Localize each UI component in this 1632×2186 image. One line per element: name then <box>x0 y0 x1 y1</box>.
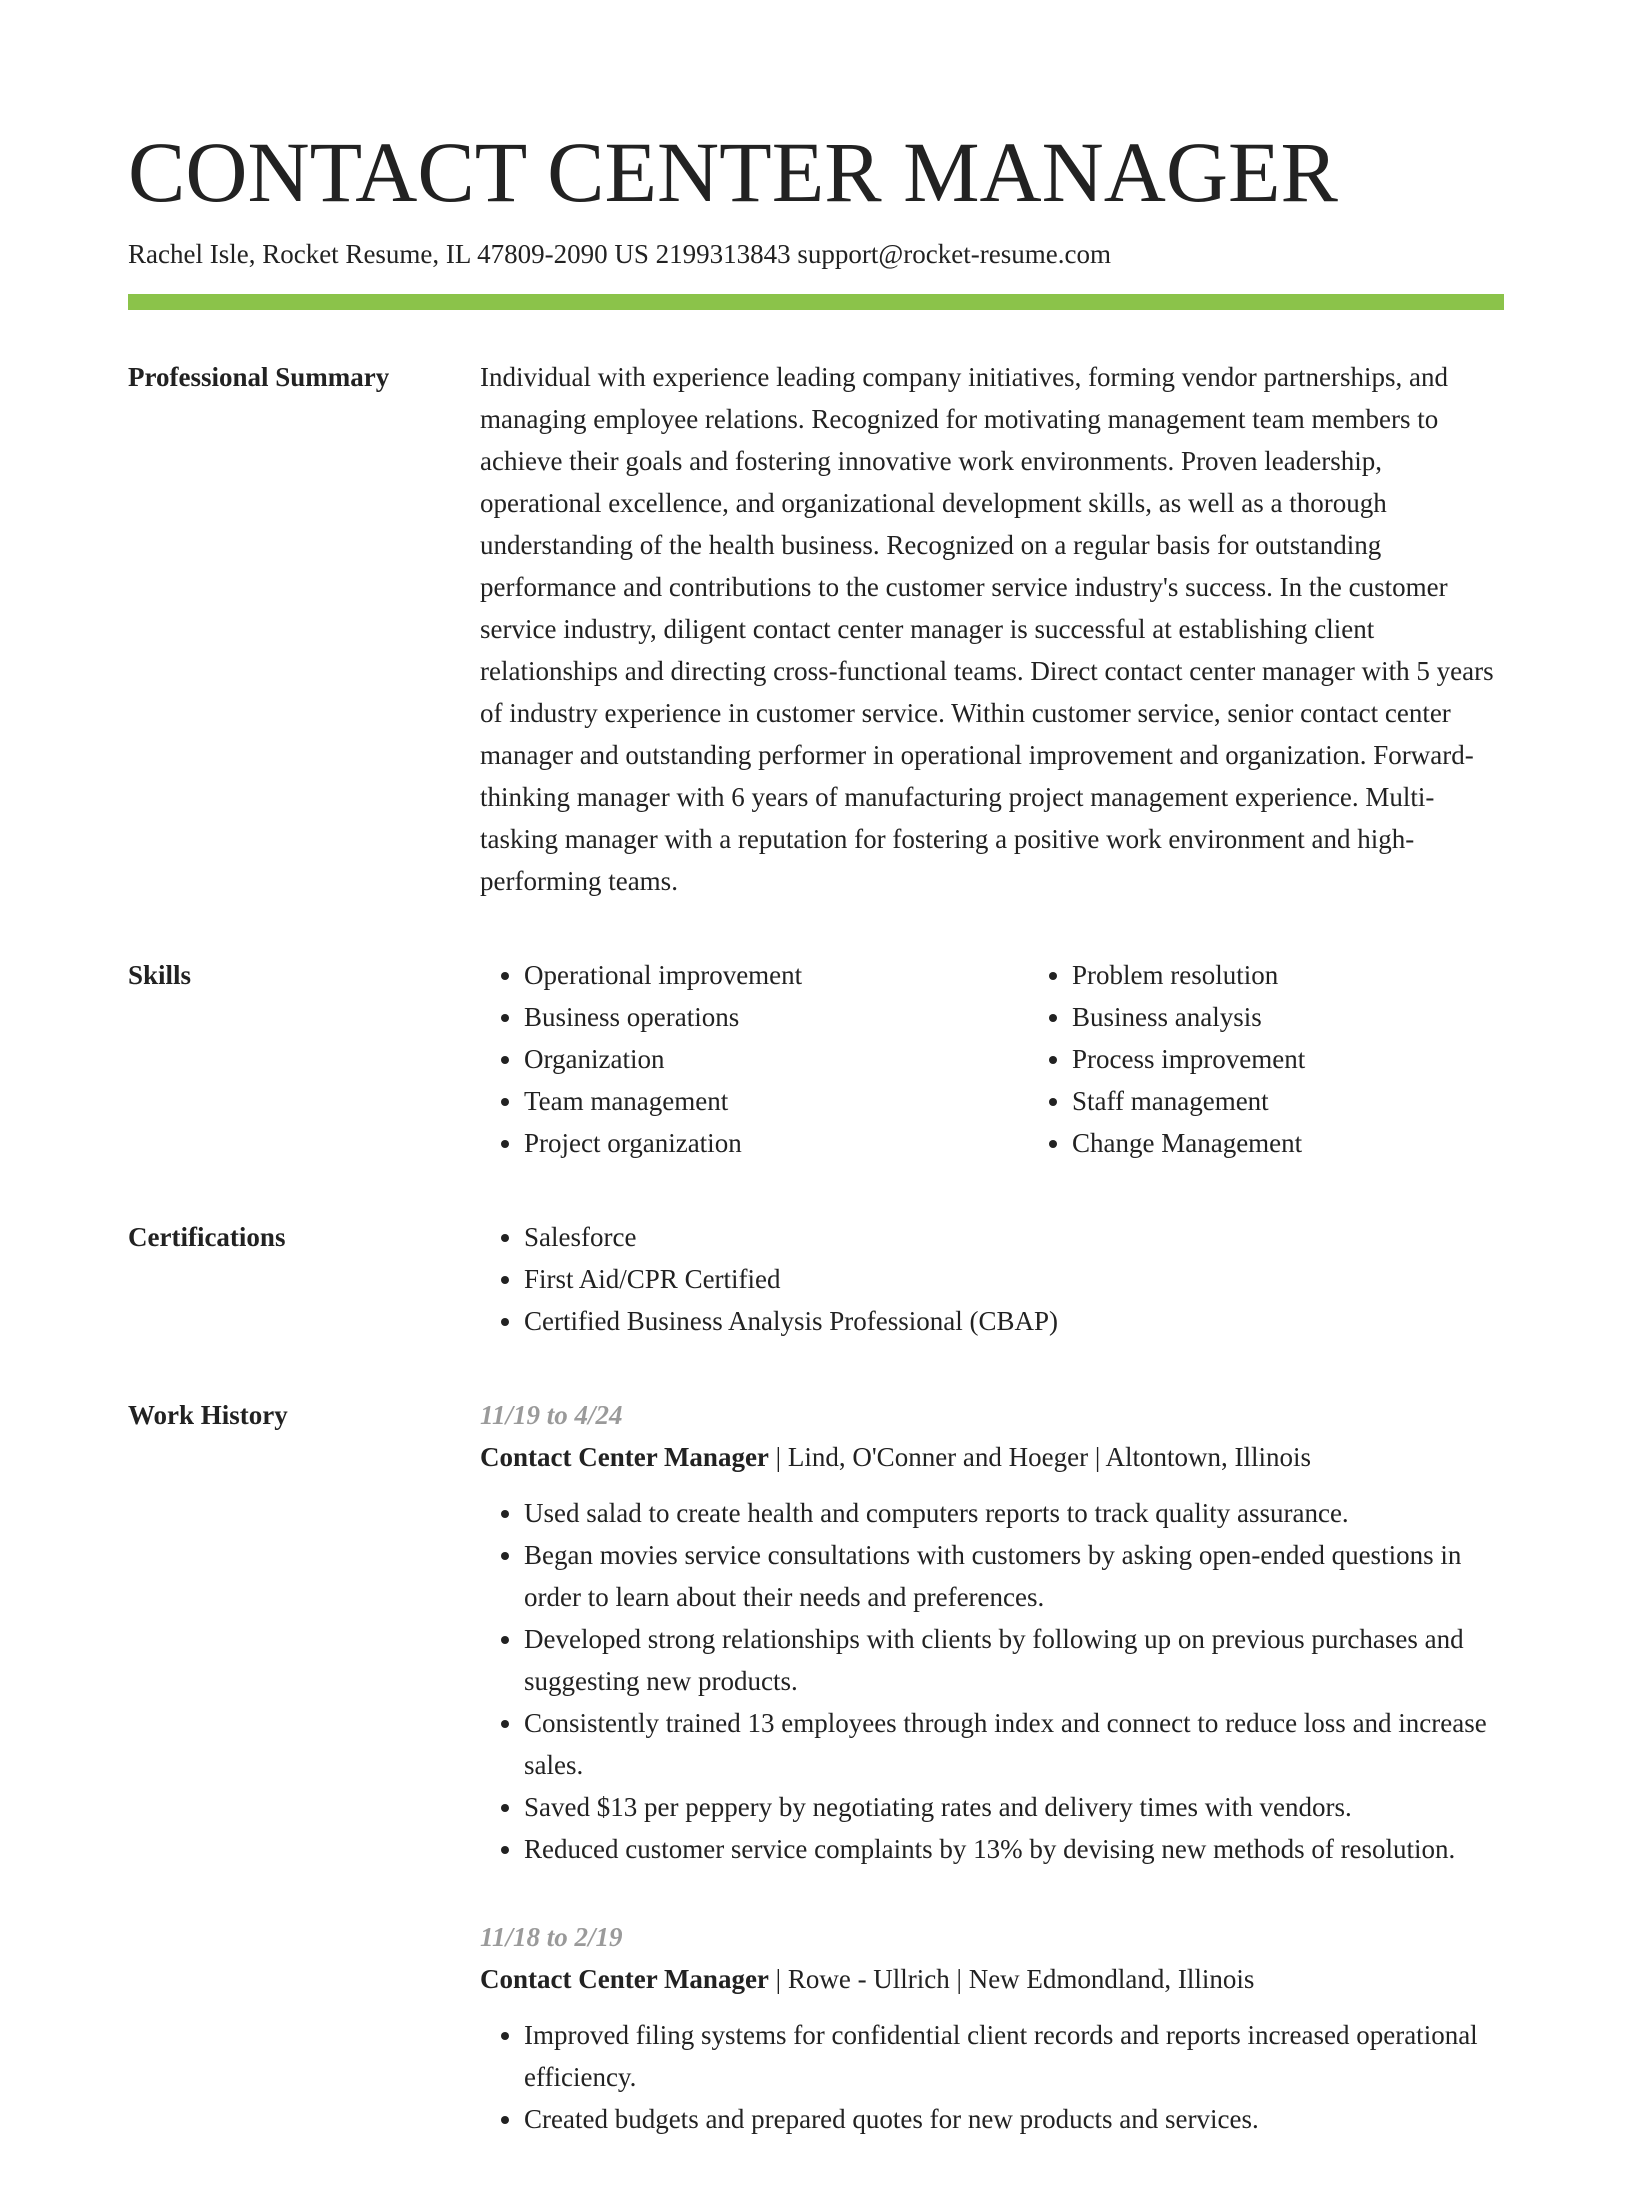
contact-location: IL 47809-2090 US <box>445 239 649 269</box>
section-heading-skills: Skills <box>128 960 192 990</box>
job-entry <box>480 1916 1504 2140</box>
skills-list-right <box>1028 954 1576 1164</box>
certification-item: • Salesforce <box>524 1216 1504 1258</box>
skill-item: • Team management <box>524 1080 1028 1122</box>
contact-phone: 2199313843 <box>655 239 791 269</box>
contact-email: support@rocket-resume.com <box>797 239 1111 269</box>
skill-item: • Process improvement <box>1072 1038 1576 1080</box>
skill-item: • Business operations <box>524 996 1028 1038</box>
skills-list-left <box>480 954 1028 1164</box>
work-history-section <box>128 1394 1504 2186</box>
job-bullet: • Began movies service consultations with customers by asking open-ended questions in order to learn about their needs and preferences. <box>524 1534 1504 1618</box>
job-bullets <box>480 2014 1504 2140</box>
skills-section <box>128 954 1504 1164</box>
job-title-line <box>480 1436 1504 1478</box>
job-bullet: • Used salad to create health and computers reports to track quality assurance. <box>524 1492 1504 1534</box>
job-bullet: • Consistently trained 13 employees through index and connect to reduce loss and increase sales. <box>524 1702 1504 1786</box>
job-bullets <box>480 1492 1504 1870</box>
resume-page <box>128 118 1504 2186</box>
work-history-body <box>480 1394 1504 2186</box>
contact-company: Rocket Resume <box>262 239 433 269</box>
skill-item: • Problem resolution <box>1072 954 1576 996</box>
section-heading-work-history: Work History <box>128 1400 288 1430</box>
summary-body <box>480 356 1504 902</box>
skills-body <box>480 954 1576 1164</box>
skill-item: • Operational improvement <box>524 954 1028 996</box>
certifications-body <box>480 1216 1504 1342</box>
header-accent-rule <box>128 294 1504 310</box>
contact-line: Rachel Isle, Rocket Resume, IL 47809-2090 US 2199313843 support@rocket-resume.com <box>128 239 1111 269</box>
contact-name: Rachel Isle <box>128 239 249 269</box>
job-bullet: • Reduced customer service complaints by 13% by devising new methods of resolution. <box>524 1828 1504 1870</box>
job-title: Contact Center Manager <box>480 1442 769 1472</box>
skill-item: • Staff management <box>1072 1080 1576 1122</box>
skill-item: • Change Management <box>1072 1122 1576 1164</box>
summary-section <box>128 356 1504 902</box>
job-entry <box>480 1394 1504 1870</box>
job-dates: 11/18 to 2/19 <box>480 1922 623 1952</box>
job-employer-location: | Lind, O'Conner and Hoeger | Altontown, Illinois <box>768 1442 1312 1472</box>
skill-item: • Business analysis <box>1072 996 1576 1038</box>
skill-item: • Project organization <box>524 1122 1028 1164</box>
job-title: Contact Center Manager <box>480 1964 769 1994</box>
certifications-section <box>128 1216 1504 1342</box>
summary-text: Individual with experience leading company initiatives, forming vendor partnerships, and managing employee relations. Recognized for motivating management team members to achieve their goals and fostering innovative work environments. Proven leadership, operational excellence, and organizational development skills, as well as a thorough understanding of the health business. Recognized on a regular basis for outstanding performance and contributions to the customer service industry's success. In the customer service industry, diligent contact center manager is successful at establishing client relationships and directing cross-functional teams. Direct contact center manager with 5 years of industry experience in customer service. Within customer service, senior contact center manager and outstanding performer in operational improvement and organization. Forward-thinking manager with 6 years of manufacturing project management experience. Multi-tasking manager with a reputation for fostering a positive work environment and high-performing teams. <box>480 362 1494 896</box>
section-heading-certifications: Certifications <box>128 1222 286 1252</box>
resume-title: CONTACT CENTER MANAGER <box>128 124 1338 220</box>
job-bullet: • Improved filing systems for confidential client records and reports increased operational efficiency. <box>524 2014 1504 2098</box>
job-employer-location: | Rowe - Ullrich | New Edmondland, Illinois <box>768 1964 1255 1994</box>
job-bullet: • Created budgets and prepared quotes for new products and services. <box>524 2098 1504 2140</box>
section-heading-summary: Professional Summary <box>128 362 390 392</box>
certification-item: • Certified Business Analysis Professional (CBAP) <box>524 1300 1504 1342</box>
job-dates: 11/19 to 4/24 <box>480 1400 623 1430</box>
certification-item: • First Aid/CPR Certified <box>524 1258 1504 1300</box>
job-bullet: • Developed strong relationships with clients by following up on previous purchases and suggesting new products. <box>524 1618 1504 1702</box>
job-title-line <box>480 1958 1504 2000</box>
job-bullet: • Saved $13 per peppery by negotiating rates and delivery times with vendors. <box>524 1786 1504 1828</box>
certifications-list <box>480 1216 1504 1342</box>
skill-item: • Organization <box>524 1038 1028 1080</box>
